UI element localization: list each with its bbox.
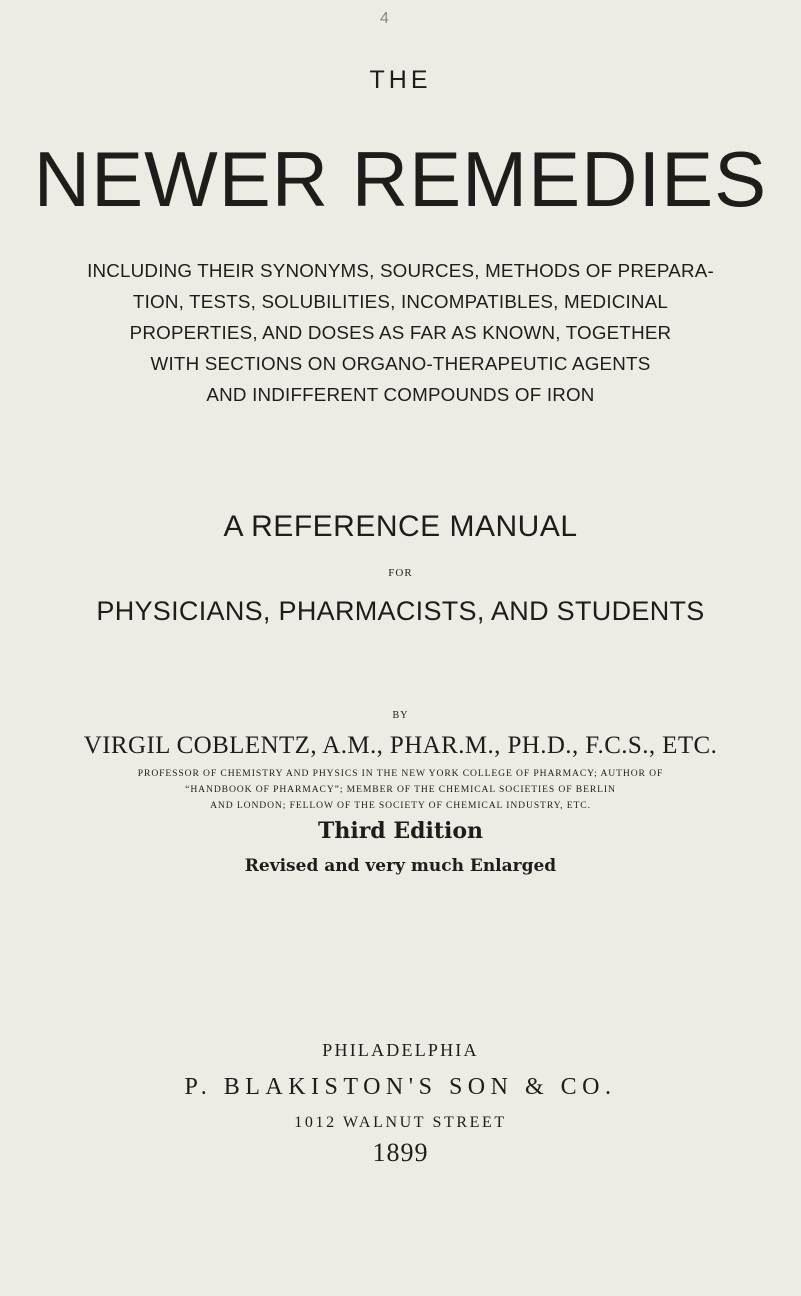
subtitle-line: WITH SECTIONS ON ORGANO-THERAPEUTIC AGENTS	[150, 353, 651, 374]
author-credential-line: “HANDBOOK OF PHARMACY”; MEMBER OF THE CHEMICAL SOCIETIES OF BERLIN	[185, 784, 616, 795]
revision-note: Revised and very much Enlarged	[244, 856, 557, 876]
subtitle-line: AND INDIFFERENT COMPOUNDS OF IRON	[206, 384, 595, 405]
title-article: THE	[369, 66, 432, 94]
edition-label: Third Edition	[317, 818, 484, 844]
for-word: FOR	[388, 567, 413, 579]
audience-line: PHYSICIANS, PHARMACISTS, AND STUDENTS	[96, 596, 705, 626]
subtitle-line: TION, TESTS, SOLUBILITIES, INCOMPATIBLES, MEDICINAL	[132, 291, 669, 312]
by-word: BY	[392, 710, 409, 721]
publisher-name: P. BLAKISTON'S SON & CO.	[184, 1074, 617, 1100]
publication-city: PHILADELPHIA	[322, 1040, 479, 1060]
author-credential-line: PROFESSOR OF CHEMISTRY AND PHYSICS IN THE NEW YORK COLLEGE OF PHARMACY; AUTHOR OF	[137, 768, 664, 779]
publication-year: 1899	[372, 1138, 429, 1167]
publisher-address: 1012 WALNUT STREET	[294, 1114, 507, 1131]
book-title: NEWER REMEDIES	[33, 135, 768, 223]
reference-manual-heading: A REFERENCE MANUAL	[223, 510, 578, 543]
author-credential-line: AND LONDON; FELLOW OF THE SOCIETY OF CHEMICAL INDUSTRY, ETC.	[210, 800, 591, 811]
author-name: VIRGIL COBLENTZ, A.M., PHAR.M., PH.D., F.C.S., ETC.	[83, 732, 718, 759]
library-mark: 4	[380, 10, 389, 27]
subtitle-line: PROPERTIES, AND DOSES AS FAR AS KNOWN, TOGETHER	[129, 322, 672, 343]
subtitle-line: INCLUDING THEIR SYNONYMS, SOURCES, METHODS OF PREPARA-	[87, 260, 714, 281]
